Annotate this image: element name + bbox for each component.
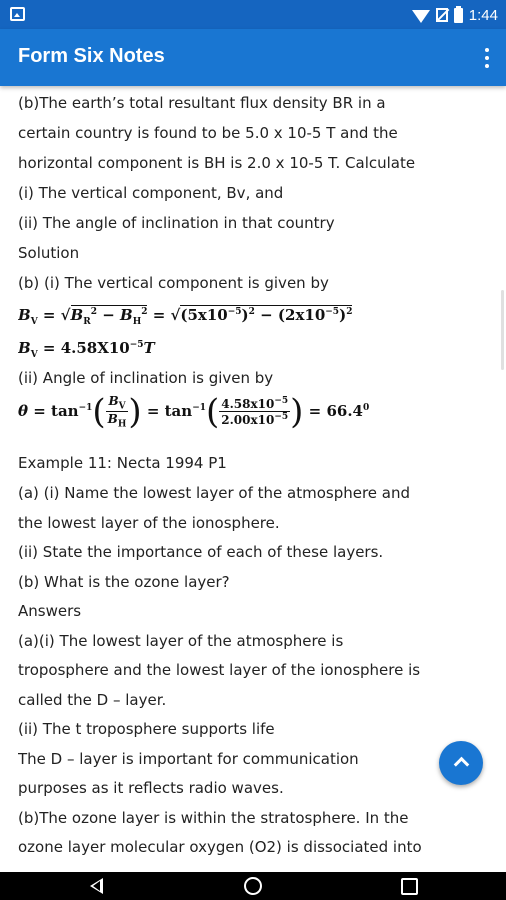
formula-vertical-result: $B_V = 4.58X10^{-5}T$ bbox=[18, 339, 155, 360]
text-line: (b) (i) The vertical component is given by bbox=[18, 274, 329, 292]
text-line: purposes as it reflects radio waves. bbox=[18, 779, 284, 797]
text-line: The D – layer is important for communication bbox=[18, 750, 359, 768]
wifi-icon bbox=[412, 10, 430, 23]
gallery-icon bbox=[10, 7, 25, 21]
text-line: certain country is found to be 5.0 x 10-5 T and the bbox=[18, 124, 398, 142]
text-line: Answers bbox=[18, 602, 82, 620]
text-line: the lowest layer of the ionosphere. bbox=[18, 514, 280, 532]
text-line: called the D – layer. bbox=[18, 691, 167, 709]
formula-term-b: (2x10 bbox=[277, 306, 326, 324]
notes-content bbox=[18, 92, 498, 872]
home-icon[interactable] bbox=[244, 877, 262, 895]
text-line: troposphere and the lowest layer of the ionosphere is bbox=[18, 661, 421, 679]
app-title: Form Six Notes bbox=[18, 45, 165, 67]
formula-term-a: (5x10 bbox=[180, 306, 228, 324]
text-line: Example 11: Necta 1994 P1 bbox=[18, 454, 227, 472]
text-line: (ii) State the importance of each of these layers. bbox=[18, 543, 384, 561]
status-time: 1:44 bbox=[468, 6, 498, 24]
formula-result: 66.4 bbox=[326, 401, 363, 420]
recents-icon[interactable] bbox=[401, 878, 418, 895]
back-icon[interactable] bbox=[90, 878, 103, 894]
text-line: ozone layer molecular oxygen (O2) is dissociated into bbox=[18, 838, 422, 856]
text-line: (i) The vertical component, Bv, and bbox=[18, 184, 284, 202]
text-line: (a)(i) The lowest layer of the atmosphere is bbox=[18, 632, 344, 650]
scroll-to-top-button[interactable] bbox=[439, 741, 483, 785]
text-line: (b) What is the ozone layer? bbox=[18, 573, 230, 591]
text-line: horizontal component is BH is 2.0 x 10-5 T. Calculate bbox=[18, 154, 416, 172]
text-line: Solution bbox=[18, 244, 80, 262]
status-icons bbox=[412, 5, 498, 25]
battery-icon bbox=[454, 8, 463, 23]
formula-vertical-component: $B_V = √B_R^2 - B_H^2 = √(5x10^{-5})^2 - (2x10^{-5})^2$ bbox=[18, 306, 353, 327]
text-line: (a) (i) Name the lowest layer of the atmosphere and bbox=[18, 484, 411, 502]
text-line: (ii) Angle of inclination is given by bbox=[18, 369, 274, 387]
chevron-up-icon bbox=[454, 757, 470, 773]
scrollbar-thumb[interactable] bbox=[501, 290, 504, 370]
navigation-bar bbox=[0, 872, 506, 900]
status-bar bbox=[0, 0, 506, 29]
overflow-menu-icon[interactable] bbox=[484, 48, 490, 68]
text-line: (ii) The angle of inclination in that country bbox=[18, 214, 335, 232]
formula-value: 4.58X10 bbox=[60, 339, 130, 357]
formula-angle-inclination: $\theta = \tan^{-1}$( $\frac{B_V}{B_H}$ ) = $\tan^{-1}$( $\frac{4.58x10^{-5}}{2.00x10^{-5}}$ ) = $66.4^0$ bbox=[18, 391, 370, 432]
text-line: (b)The ozone layer is within the stratosphere. In the bbox=[18, 809, 409, 827]
no-sim-icon bbox=[436, 8, 448, 22]
formula-denominator: 2.00x10 bbox=[221, 413, 275, 428]
app-bar bbox=[0, 29, 506, 86]
formula-numerator: 4.58x10 bbox=[221, 397, 275, 412]
text-line: (ii) The t troposphere supports life bbox=[18, 720, 275, 738]
text-line: (b)The earth’s total resultant flux density BR in a bbox=[18, 94, 386, 112]
